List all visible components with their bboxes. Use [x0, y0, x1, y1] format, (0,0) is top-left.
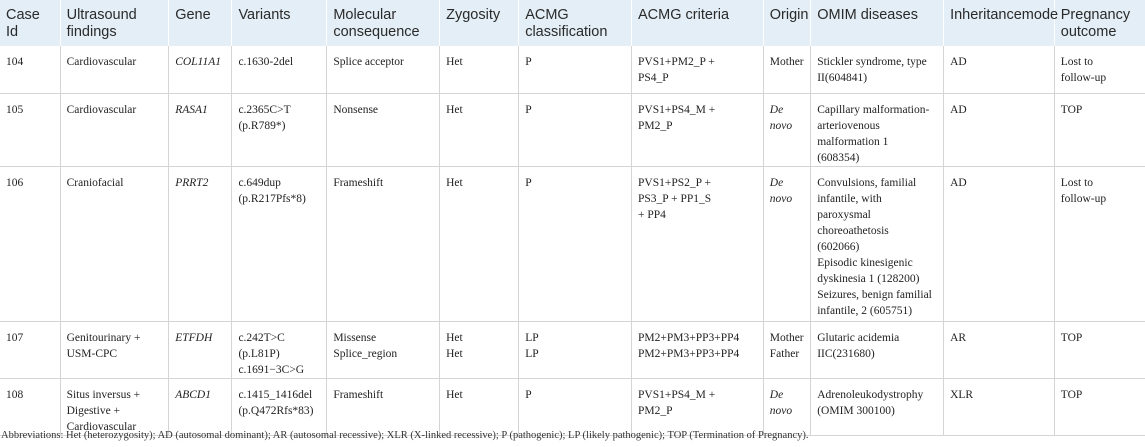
cell-ultrasound-findings: Cardiovascular [60, 93, 169, 166]
cell-acmg-criteria: PM2+PM3+PP3+PP4 PM2+PM3+PP3+PP4 [632, 321, 764, 378]
header-omim-diseases: OMIM diseases [811, 0, 944, 46]
cell-variants: c.649dup (p.R217Pfs*8) [232, 166, 327, 321]
cell-variants: c.2365C>T (p.R789*) [232, 93, 327, 166]
cell-origin [763, 166, 810, 321]
header-variants: Variants [232, 0, 327, 46]
cell-inheritance-mode: AR [944, 321, 1055, 378]
table-row [0, 93, 1145, 166]
abbreviations-footnote: Abbreviations: Het (heterozygosity); AD (autosomal dominant); AR (autosomal recessive); XLR (X-linked recessive); P (pathogenic); LP (likely pathogenic); TOP (Termination of Pregnancy). [1, 430, 809, 441]
cell-inheritance-mode: AD [944, 93, 1055, 166]
cell-ultrasound-findings: Cardiovascular [60, 46, 169, 93]
cell-variants: c.242T>C (p.L81P) c.1691−3C>G [232, 321, 327, 378]
cell-omim-diseases: Adrenoleukodystrophy (OMIM 300100) [811, 378, 944, 435]
cell-omim-diseases: Capillary malformation- arteriovenous malformation 1 (608354) [811, 93, 944, 166]
cell-ultrasound-findings: Genitourinary + USM-CPC [60, 321, 169, 378]
origin-text: De novo [769, 103, 793, 132]
cell-molecular-consequence: Frameshift [327, 166, 440, 321]
header-pregnancy-outcome: Pregnancy outcome [1054, 0, 1145, 46]
header-acmg-criteria: ACMG criteria [632, 0, 764, 46]
cell-omim-diseases: Stickler syndrome, type II(604841) [811, 46, 944, 93]
cell-inheritance-mode: AD [944, 46, 1055, 93]
cell-pregnancy-outcome: TOP [1054, 321, 1145, 378]
cell-pregnancy-outcome: TOP [1054, 378, 1145, 435]
cell-acmg-criteria: PVS1+PS4_M + PM2_P [632, 93, 764, 166]
table-row [0, 166, 1145, 321]
cell-case-id: 106 [0, 166, 60, 321]
cell-origin [763, 378, 810, 435]
cell-zygosity: Het [440, 93, 519, 166]
cell-case-id: 107 [0, 321, 60, 378]
cell-acmg-criteria: PVS1+PM2_P + PS4_P [632, 46, 764, 93]
cell-case-id: 108 [0, 378, 60, 435]
cell-pregnancy-outcome: Lost to follow-up [1054, 166, 1145, 321]
header-gene: Gene [169, 0, 232, 46]
header-zygosity: Zygosity [440, 0, 519, 46]
header-acmg-classification: ACMG classification [519, 0, 632, 46]
cell-inheritance-mode: AD [944, 166, 1055, 321]
cell-zygosity: Het [440, 46, 519, 93]
origin-text: De novo [769, 176, 793, 205]
cell-pregnancy-outcome: Lost to follow-up [1054, 46, 1145, 93]
table-header-row [0, 0, 1145, 46]
cell-origin: Mother Father [763, 321, 810, 378]
cell-acmg-classification: P [519, 378, 632, 435]
cell-acmg-criteria: PVS1+PS4_M + PM2_P [632, 378, 764, 435]
cell-variants: c.1630-2del [232, 46, 327, 93]
cell-gene: COL11A1 [169, 46, 232, 93]
cell-case-id: 104 [0, 46, 60, 93]
cell-gene: ABCD1 [169, 378, 232, 435]
header-origin: Origin [763, 0, 810, 46]
origin-text: De novo [769, 388, 793, 417]
cell-acmg-criteria: PVS1+PS2_P + PS3_P + PP1_S + PP4 [632, 166, 764, 321]
cell-pregnancy-outcome: TOP [1054, 93, 1145, 166]
cell-zygosity: Het [440, 166, 519, 321]
cell-molecular-consequence: Nonsense [327, 93, 440, 166]
header-case-id: Case Id [6, 7, 40, 40]
header-inheritance-mode: Inheritancemode [944, 0, 1055, 46]
table-row [0, 321, 1145, 378]
header-ultrasound-findings: Ultrasound findings [60, 0, 169, 46]
cell-acmg-classification: P [519, 93, 632, 166]
cell-origin: Mother [763, 46, 810, 93]
cell-case-id: 105 [0, 93, 60, 166]
table-row [0, 378, 1145, 435]
cell-gene: PRRT2 [169, 166, 232, 321]
header-molecular-consequence: Molecular consequence [327, 0, 440, 46]
cell-acmg-classification: LP LP [519, 321, 632, 378]
cell-inheritance-mode: XLR [944, 378, 1055, 435]
cell-omim-diseases: Glutaric acidemia IIC(231680) [811, 321, 944, 378]
cell-zygosity: Het Het [440, 321, 519, 378]
cell-molecular-consequence: Splice acceptor [327, 46, 440, 93]
cell-acmg-classification: P [519, 166, 632, 321]
cell-acmg-classification: P [519, 46, 632, 93]
cell-origin [763, 93, 810, 166]
cell-molecular-consequence: Missense Splice_region [327, 321, 440, 378]
cell-zygosity: Het [440, 378, 519, 435]
cell-gene: RASA1 [169, 93, 232, 166]
table-row [0, 46, 1145, 93]
cell-molecular-consequence: Frameshift [327, 378, 440, 435]
cell-gene: ETFDH [169, 321, 232, 378]
cell-ultrasound-findings: Situs inversus + Digestive + Cardiovascular [60, 378, 169, 435]
cell-omim-diseases: Convulsions, familial infantile, with paroxysmal choreoathetosis (602066) Episodic kinesigenic dyskinesia 1 (128200) Seizures, benign familial infantile, 2 (605751) [811, 166, 944, 321]
cell-ultrasound-findings: Craniofacial [60, 166, 169, 321]
cell-variants: c.1415_1416del (p.Q472Rfs*83) [232, 378, 327, 435]
